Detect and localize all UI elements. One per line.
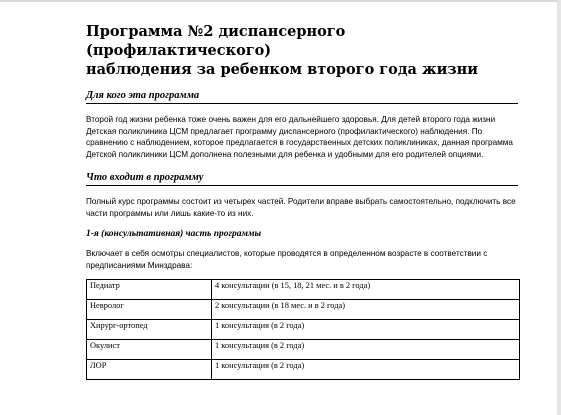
specialists-table bbox=[86, 279, 520, 380]
section-text-audience: Второй год жизни ребенка тоже очень важен для его дальнейшего здоровья. Для детей второго года жизни Детская поликлиника ЦСМ предлагает программу диспансерного (профилактического) наблюдения. По сравнению с наблюдением, которое предлагается в государственных детских поликлиниках, данная программа Детской поликлиники ЦСМ дополнена полезными для ребенка и удобными для его родителей опциями. bbox=[86, 115, 513, 159]
specialist-cell: Окулист bbox=[87, 340, 212, 360]
page-title-line-1: Программа №2 диспансерного (профилактического) bbox=[86, 23, 346, 59]
section-text-contents: Полный курс программы состоит из четырех частей. Родители вправе выбрать самостоятельно, подключить все части программы или лишь какие-то из них. bbox=[86, 197, 516, 218]
page-title-line-2: наблюдения за ребенком второго года жизни bbox=[86, 61, 478, 78]
specialist-cell: ЛОР bbox=[87, 360, 212, 380]
consultations-cell: 2 консультации (в 18 мес. и в 2 года) bbox=[212, 300, 520, 320]
consultations-cell: 1 консультация (в 2 года) bbox=[212, 360, 520, 380]
specialist-cell: Невролог bbox=[87, 300, 212, 320]
table-row bbox=[87, 300, 520, 320]
table-row bbox=[87, 280, 520, 300]
specialist-cell: Хирург-ортопед bbox=[87, 320, 212, 340]
specialist-cell: Педиатр bbox=[87, 280, 212, 300]
consultations-cell: 4 консультации (в 15, 18, 21 мес. и в 2 года) bbox=[212, 280, 520, 300]
page-title bbox=[86, 22, 518, 79]
document-page bbox=[86, 22, 518, 380]
table-row bbox=[87, 320, 520, 340]
consultations-cell: 1 консультация (в 2 года) bbox=[212, 340, 520, 360]
subheading-part-1: 1-я (консультативная) часть программы bbox=[86, 229, 262, 239]
part-1-intro: Включает в себя осмотры специалистов, которые проводятся в определенном возрасте в соответствии с предписаниями Минздрава: bbox=[86, 249, 488, 270]
page-top-edge bbox=[0, 0, 561, 2]
page-right-edge bbox=[557, 0, 561, 415]
consultations-cell: 1 консультация (в 2 года) bbox=[212, 320, 520, 340]
section-heading-audience: Для кого эта программа bbox=[86, 90, 518, 104]
table-row bbox=[87, 340, 520, 360]
section-heading-contents: Что входит в программу bbox=[86, 172, 518, 186]
table-row bbox=[87, 360, 520, 380]
